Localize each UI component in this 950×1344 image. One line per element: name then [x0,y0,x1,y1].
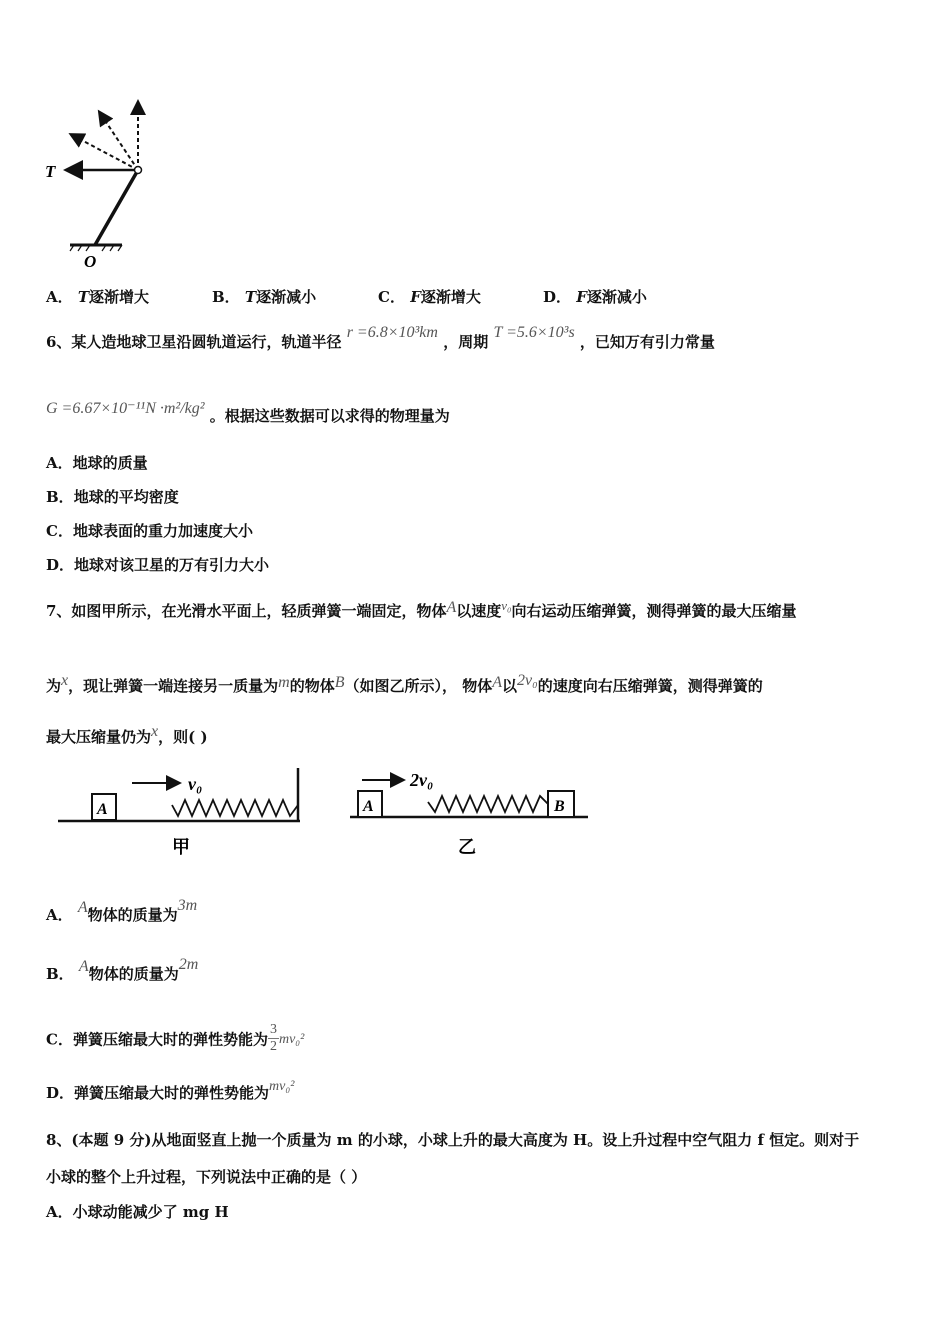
q6-option-d: D．地球对该卫星的万有引力大小 [46,556,270,574]
q7-option-a: A． A物体的质量为3m [46,897,198,924]
left-velocity: v₀ [188,774,203,794]
q6-option-c: C．地球表面的重力加速度大小 [46,522,253,540]
q6-gravity-constant: G =6.67×10⁻¹¹N ·m²/kg² [46,400,205,417]
right-velocity: 2v₀ [410,770,434,790]
q7-option-b: B． A物体的质量为2m [46,956,199,983]
q8-stem-line-2: 小球的整个上升过程，下列说法中正确的是（ ） [46,1168,367,1186]
q6-radius: r =6.8×10³km [346,324,438,341]
q8-stem-line-1: 8、(本题 9 分)从地面竖直上抛一个质量为 m 的小球，小球上升的最大高度为 H。设上升过程中空气阻力 f 恒定。则对于 [46,1131,860,1149]
right-block-a: A [363,798,374,815]
label-O: O [84,252,97,270]
q5-option-d: D． F逐渐减小 [543,288,647,306]
q6-option-b: B．地球的平均密度 [46,488,179,506]
label-T: T [45,162,56,181]
caption-yi: 乙 [458,837,476,858]
q5-option-a: A． T逐渐增大 [46,288,150,306]
q7-stem-line-3: 最大压缩量仍为x，则( ) [46,723,208,746]
q6-option-a: A．地球的质量 [46,454,148,472]
q7-spring-diagram [50,760,595,865]
q5-option-c: C． F逐渐增大 [378,288,481,306]
q7-stem-line-2: 为x，现让弹簧一端连接另一质量为m的物体B（如图乙所示）， 物体A以2v₀的速度向右压缩弹簧，测得弹簧的 [46,672,763,695]
q6-stem: 6、某人造地球卫星沿圆轨道运行，轨道半径 r =6.8×10³km ，周期 T =5.6×10³s ，已知万有引力常量 [46,324,715,351]
q5-option-b: B． T逐渐减小 [212,288,317,306]
q7-option-c: C．弹簧压缩最大时的弹性势能为 $\frac{3}{2}$ mv₀² [46,1022,305,1054]
q8-option-a: A．小球动能减少了 mg H [46,1203,229,1221]
left-block-a: A [97,801,108,818]
dashed-arrow-2 [100,113,138,170]
q6-stem-2: G =6.67×10⁻¹¹N ·m²/kg² 。根据这些数据可以求得的物理量为 [46,400,450,425]
right-block-b: B [554,798,565,815]
dashed-arrow-1 [72,135,138,170]
q6-period: T =5.6×10³s [493,324,575,341]
caption-jia: 甲 [172,837,190,858]
q5-force-diagram [40,95,160,270]
q7-option-d: D．弹簧压缩最大时的弹性势能为mv₀² [46,1079,295,1102]
rod [95,170,138,245]
q7-stem-line-1: 7、如图甲所示，在光滑水平面上，轻质弹簧一端固定，物体A以速度v₀向右运动压缩弹簧，测得弹簧的最大压缩量 [46,598,797,620]
